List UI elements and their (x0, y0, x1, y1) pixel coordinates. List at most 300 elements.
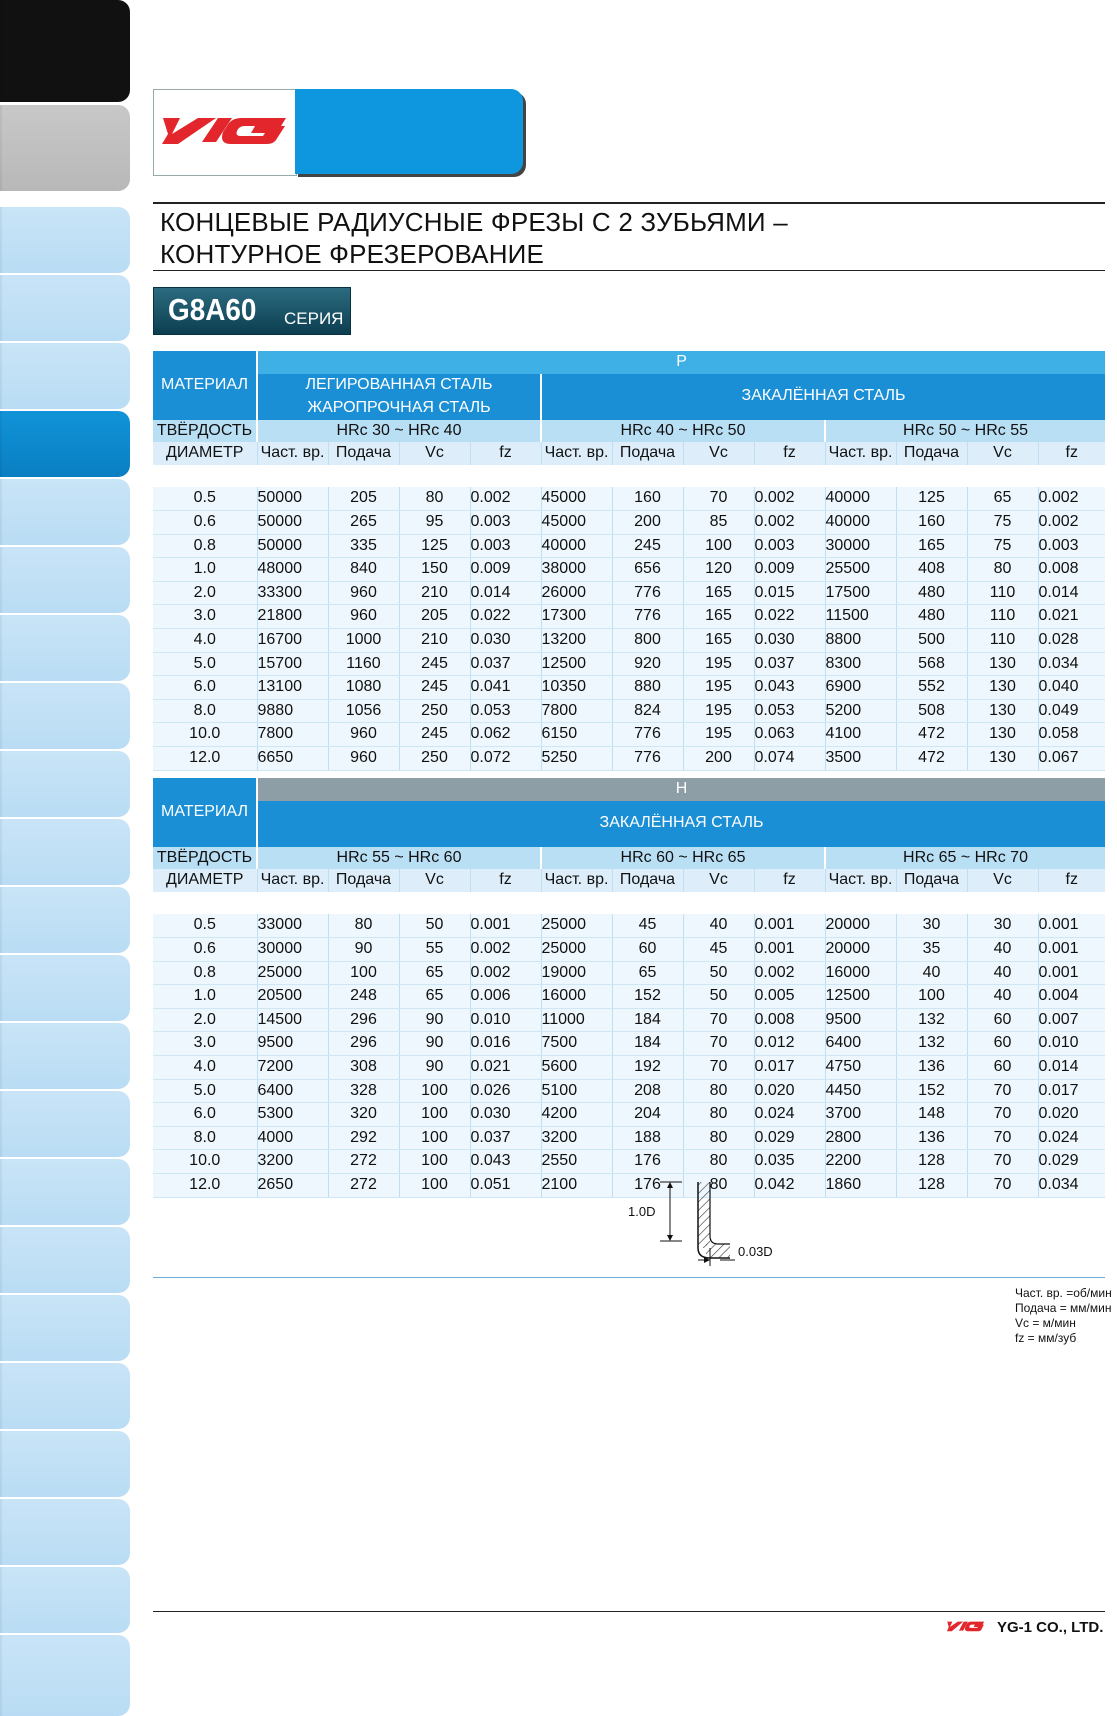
value-cell: 60 (612, 937, 683, 961)
value-cell: 3500 (825, 746, 896, 770)
value-cell: 195 (683, 699, 754, 723)
side-tab-21[interactable] (0, 1567, 130, 1633)
value-cell: 90 (399, 1055, 470, 1079)
value-cell: 0.002 (754, 961, 825, 985)
value-cell: 5200 (825, 699, 896, 723)
value-cell: 188 (612, 1126, 683, 1150)
value-cell: 0.017 (754, 1055, 825, 1079)
value-cell: 15700 (257, 652, 328, 676)
value-cell: 3200 (541, 1126, 612, 1150)
hardness-range-2: HRc 40 ~ HRc 50 (541, 420, 825, 443)
col-fz: fz (1038, 442, 1105, 465)
col-rpm: Част. вр. (541, 442, 612, 465)
value-cell: 0.037 (470, 1126, 541, 1150)
value-cell: 4200 (541, 1103, 612, 1127)
side-tab-16[interactable] (0, 1227, 130, 1293)
value-cell: 136 (896, 1055, 967, 1079)
value-cell: 195 (683, 676, 754, 700)
value-cell: 20000 (825, 914, 896, 937)
value-cell: 960 (328, 723, 399, 747)
yg-footer-logo-icon (940, 1618, 992, 1636)
col-feed: Подача (612, 442, 683, 465)
diameter-cell: 10.0 (153, 1150, 257, 1174)
side-tab-gray (0, 105, 130, 191)
value-cell: 70 (683, 1032, 754, 1056)
value-cell: 0.035 (754, 1150, 825, 1174)
value-cell: 80 (967, 558, 1038, 582)
value-cell: 26000 (541, 581, 612, 605)
table-row (153, 510, 1105, 534)
side-tab-18[interactable] (0, 1363, 130, 1429)
value-cell: 35 (896, 937, 967, 961)
unit-rpm: Част. вр. =об/мин (1015, 1286, 1112, 1300)
value-cell: 0.001 (754, 914, 825, 937)
value-cell: 308 (328, 1055, 399, 1079)
group-h: H (257, 778, 1105, 801)
value-cell: 100 (896, 985, 967, 1009)
value-cell: 0.022 (754, 605, 825, 629)
value-cell: 8300 (825, 652, 896, 676)
value-cell: 11000 (541, 1008, 612, 1032)
diameter-cell: 2.0 (153, 581, 257, 605)
value-cell: 6900 (825, 676, 896, 700)
diameter-cell: 0.5 (153, 914, 257, 937)
value-cell: 40000 (825, 510, 896, 534)
value-cell: 80 (683, 1103, 754, 1127)
side-tab-19[interactable] (0, 1431, 130, 1497)
value-cell: 50000 (257, 534, 328, 558)
value-cell: 130 (967, 723, 1038, 747)
col-vc: Vc (683, 869, 754, 892)
diameter-cell: 8.0 (153, 1126, 257, 1150)
title-rule-top (153, 202, 1105, 204)
value-cell: 0.008 (754, 1008, 825, 1032)
value-cell: 824 (612, 699, 683, 723)
value-cell: 0.029 (1038, 1150, 1105, 1174)
side-tab-13[interactable] (0, 1023, 130, 1089)
value-cell: 95 (399, 510, 470, 534)
col-rpm: Част. вр. (825, 442, 896, 465)
value-cell: 48000 (257, 558, 328, 582)
value-cell: 195 (683, 652, 754, 676)
material-alloy-line1: ЛЕГИРОВАННАЯ СТАЛЬ (305, 376, 493, 393)
value-cell: 0.002 (754, 510, 825, 534)
value-cell: 70 (967, 1103, 1038, 1127)
value-cell: 70 (683, 487, 754, 510)
side-tab-6[interactable] (0, 547, 130, 613)
value-cell: 6400 (825, 1032, 896, 1056)
value-cell: 160 (896, 510, 967, 534)
table-row (153, 699, 1105, 723)
col-fz: fz (754, 869, 825, 892)
material-label: МАТЕРИАЛ (153, 351, 257, 420)
value-cell: 12500 (825, 985, 896, 1009)
value-cell: 204 (612, 1103, 683, 1127)
diameter-cell: 1.0 (153, 558, 257, 582)
value-cell: 100 (399, 1103, 470, 1127)
table-row (153, 1008, 1105, 1032)
diameter-cell: 6.0 (153, 676, 257, 700)
value-cell: 0.014 (1038, 581, 1105, 605)
value-cell: 5300 (257, 1103, 328, 1127)
value-cell: 0.020 (1038, 1103, 1105, 1127)
value-cell: 245 (399, 652, 470, 676)
value-cell: 6650 (257, 746, 328, 770)
value-cell: 110 (967, 581, 1038, 605)
hardness-range-2: HRc 60 ~ HRc 65 (541, 847, 825, 870)
value-cell: 21800 (257, 605, 328, 629)
diameter-cell: 12.0 (153, 746, 257, 770)
value-cell: 20500 (257, 985, 328, 1009)
table-row (153, 534, 1105, 558)
value-cell: 60 (967, 1008, 1038, 1032)
value-cell: 4450 (825, 1079, 896, 1103)
value-cell: 0.001 (1038, 914, 1105, 937)
value-cell: 0.030 (754, 628, 825, 652)
material-alloy-line2: ЖАРОПРОЧНАЯ СТАЛЬ (307, 398, 491, 416)
value-cell: 6150 (541, 723, 612, 747)
value-cell: 0.067 (1038, 746, 1105, 770)
unit-feed: Подача = мм/мин (1015, 1301, 1112, 1315)
value-cell: 80 (399, 487, 470, 510)
value-cell: 296 (328, 1008, 399, 1032)
diameter-cell: 5.0 (153, 652, 257, 676)
value-cell: 840 (328, 558, 399, 582)
value-cell: 165 (683, 581, 754, 605)
hardness-range-1: HRc 55 ~ HRc 60 (257, 847, 541, 870)
value-cell: 0.026 (470, 1079, 541, 1103)
value-cell: 776 (612, 581, 683, 605)
value-cell: 110 (967, 605, 1038, 629)
value-cell: 11500 (825, 605, 896, 629)
width-label: 0.03D (738, 1244, 773, 1259)
value-cell: 2550 (541, 1150, 612, 1174)
side-tab-7[interactable] (0, 615, 130, 681)
value-cell: 880 (612, 676, 683, 700)
value-cell: 40 (967, 937, 1038, 961)
value-cell: 13200 (541, 628, 612, 652)
value-cell: 2800 (825, 1126, 896, 1150)
value-cell: 80 (328, 914, 399, 937)
table-row (153, 746, 1105, 770)
value-cell: 165 (683, 605, 754, 629)
value-cell: 0.028 (1038, 628, 1105, 652)
value-cell: 1160 (328, 652, 399, 676)
value-cell: 0.072 (470, 746, 541, 770)
depth-label: 1.0D (628, 1204, 656, 1219)
value-cell: 0.063 (754, 723, 825, 747)
side-tab-17[interactable] (0, 1295, 130, 1361)
side-tab-15[interactable] (0, 1159, 130, 1225)
col-rpm: Част. вр. (257, 869, 328, 892)
value-cell: 2100 (541, 1173, 612, 1197)
value-cell: 30 (896, 914, 967, 937)
value-cell: 7200 (257, 1055, 328, 1079)
value-cell: 55 (399, 937, 470, 961)
value-cell: 0.007 (1038, 1008, 1105, 1032)
value-cell: 2200 (825, 1150, 896, 1174)
value-cell: 776 (612, 605, 683, 629)
value-cell: 33000 (257, 914, 328, 937)
value-cell: 4000 (257, 1126, 328, 1150)
value-cell: 0.010 (1038, 1032, 1105, 1056)
col-rpm: Част. вр. (825, 869, 896, 892)
value-cell: 9500 (257, 1032, 328, 1056)
value-cell: 0.040 (1038, 676, 1105, 700)
page-title-line2: КОНТУРНОЕ ФРЕЗЕРОВАНИЕ (160, 239, 545, 269)
side-tab-9[interactable] (0, 751, 130, 817)
material-hardened-steel: ЗАКАЛЁННАЯ СТАЛЬ (541, 374, 1105, 420)
col-vc: Vc (399, 442, 470, 465)
value-cell: 8800 (825, 628, 896, 652)
series-code: G8A60 (168, 292, 257, 327)
value-cell: 656 (612, 558, 683, 582)
value-cell: 184 (612, 1008, 683, 1032)
value-cell: 0.005 (754, 985, 825, 1009)
hardness-range-1: HRc 30 ~ HRc 40 (257, 420, 541, 443)
value-cell: 60 (967, 1055, 1038, 1079)
value-cell: 0.014 (470, 581, 541, 605)
value-cell: 272 (328, 1150, 399, 1174)
side-tab-11[interactable] (0, 887, 130, 953)
value-cell: 45000 (541, 510, 612, 534)
value-cell: 7800 (257, 723, 328, 747)
side-tab-12[interactable] (0, 955, 130, 1021)
value-cell: 132 (896, 1008, 967, 1032)
table-row (153, 628, 1105, 652)
col-feed: Подача (328, 442, 399, 465)
value-cell: 296 (328, 1032, 399, 1056)
value-cell: 25500 (825, 558, 896, 582)
value-cell: 70 (967, 1126, 1038, 1150)
header-bar (295, 89, 523, 174)
value-cell: 320 (328, 1103, 399, 1127)
value-cell: 0.002 (1038, 510, 1105, 534)
value-cell: 25000 (541, 914, 612, 937)
col-fz: fz (470, 442, 541, 465)
value-cell: 195 (683, 723, 754, 747)
value-cell: 65 (399, 985, 470, 1009)
value-cell: 0.042 (754, 1173, 825, 1197)
value-cell: 25000 (541, 937, 612, 961)
value-cell: 0.024 (754, 1103, 825, 1127)
value-cell: 0.003 (754, 534, 825, 558)
col-feed: Подача (896, 869, 967, 892)
value-cell: 70 (967, 1079, 1038, 1103)
value-cell: 90 (328, 937, 399, 961)
value-cell: 0.062 (470, 723, 541, 747)
value-cell: 250 (399, 746, 470, 770)
value-cell: 0.021 (1038, 605, 1105, 629)
col-feed: Подача (612, 869, 683, 892)
value-cell: 0.016 (470, 1032, 541, 1056)
value-cell: 0.002 (1038, 487, 1105, 510)
value-cell: 292 (328, 1126, 399, 1150)
value-cell: 7500 (541, 1032, 612, 1056)
value-cell: 1000 (328, 628, 399, 652)
value-cell: 0.043 (754, 676, 825, 700)
value-cell: 0.022 (470, 605, 541, 629)
value-cell: 10350 (541, 676, 612, 700)
value-cell: 0.037 (754, 652, 825, 676)
side-tab-3[interactable] (0, 343, 130, 409)
table-row (153, 937, 1105, 961)
value-cell: 4750 (825, 1055, 896, 1079)
value-cell: 0.002 (470, 487, 541, 510)
value-cell: 38000 (541, 558, 612, 582)
value-cell: 500 (896, 628, 967, 652)
value-cell: 90 (399, 1008, 470, 1032)
diameter-cell: 0.8 (153, 961, 257, 985)
value-cell: 0.030 (470, 1103, 541, 1127)
value-cell: 272 (328, 1173, 399, 1197)
value-cell: 205 (399, 605, 470, 629)
value-cell: 16700 (257, 628, 328, 652)
value-cell: 176 (612, 1150, 683, 1174)
value-cell: 0.017 (1038, 1079, 1105, 1103)
diameter-cell: 5.0 (153, 1079, 257, 1103)
value-cell: 0.021 (470, 1055, 541, 1079)
table-row (153, 723, 1105, 747)
col-rpm: Част. вр. (541, 869, 612, 892)
value-cell: 5600 (541, 1055, 612, 1079)
side-tab-active[interactable] (0, 411, 130, 477)
value-cell: 0.034 (1038, 652, 1105, 676)
value-cell: 1080 (328, 676, 399, 700)
value-cell: 265 (328, 510, 399, 534)
value-cell: 65 (967, 487, 1038, 510)
title-rule-bottom (153, 270, 1105, 271)
value-cell: 0.012 (754, 1032, 825, 1056)
value-cell: 0.003 (470, 534, 541, 558)
value-cell: 0.002 (470, 937, 541, 961)
value-cell: 0.074 (754, 746, 825, 770)
value-cell: 4100 (825, 723, 896, 747)
hardness-range-3: HRc 65 ~ HRc 70 (825, 847, 1105, 870)
value-cell: 125 (896, 487, 967, 510)
value-cell: 50 (683, 985, 754, 1009)
value-cell: 200 (683, 746, 754, 770)
side-tab-2[interactable] (0, 275, 130, 341)
diameter-cell: 1.0 (153, 985, 257, 1009)
cutting-data-table-h (153, 778, 1105, 1198)
value-cell: 328 (328, 1079, 399, 1103)
value-cell: 148 (896, 1103, 967, 1127)
col-fz: fz (1038, 869, 1105, 892)
value-cell: 184 (612, 1032, 683, 1056)
value-cell: 0.051 (470, 1173, 541, 1197)
yg-logo-icon (158, 100, 293, 160)
value-cell: 960 (328, 581, 399, 605)
side-tab-10[interactable] (0, 819, 130, 885)
side-tab-8[interactable] (0, 683, 130, 749)
value-cell: 165 (896, 534, 967, 558)
value-cell: 0.030 (470, 628, 541, 652)
value-cell: 0.006 (470, 985, 541, 1009)
value-cell: 210 (399, 581, 470, 605)
series-word: СЕРИЯ (284, 309, 344, 328)
side-tab-20[interactable] (0, 1499, 130, 1565)
value-cell: 245 (399, 676, 470, 700)
value-cell: 800 (612, 628, 683, 652)
footer-company: YG-1 CO., LTD. (997, 1619, 1104, 1636)
value-cell: 208 (612, 1079, 683, 1103)
value-cell: 776 (612, 746, 683, 770)
value-cell: 90 (399, 1032, 470, 1056)
value-cell: 70 (967, 1173, 1038, 1197)
value-cell: 136 (896, 1126, 967, 1150)
side-tab-1[interactable] (0, 207, 130, 273)
value-cell: 13100 (257, 676, 328, 700)
value-cell: 0.014 (1038, 1055, 1105, 1079)
table-row (153, 1103, 1105, 1127)
value-cell: 0.034 (1038, 1173, 1105, 1197)
value-cell: 0.010 (470, 1008, 541, 1032)
value-cell: 0.020 (754, 1079, 825, 1103)
table-row (153, 1055, 1105, 1079)
side-tab-14[interactable] (0, 1091, 130, 1157)
value-cell: 472 (896, 723, 967, 747)
value-cell: 0.003 (1038, 534, 1105, 558)
diameter-cell: 2.0 (153, 1008, 257, 1032)
value-cell: 245 (399, 723, 470, 747)
value-cell: 132 (896, 1032, 967, 1056)
side-tab-5[interactable] (0, 479, 130, 545)
table-spacer (153, 892, 1105, 915)
table-row (153, 914, 1105, 937)
material-label: МАТЕРИАЛ (153, 778, 257, 847)
col-feed: Подача (896, 442, 967, 465)
value-cell: 12500 (541, 652, 612, 676)
value-cell: 245 (612, 534, 683, 558)
units-legend (1015, 1286, 1112, 1346)
value-cell: 568 (896, 652, 967, 676)
value-cell: 130 (967, 746, 1038, 770)
hardness-label: ТВЁРДОСТЬ (153, 847, 257, 870)
table-row (153, 985, 1105, 1009)
page-title (160, 206, 788, 270)
diameter-label: ДИАМЕТР (153, 869, 257, 892)
value-cell: 50 (399, 914, 470, 937)
value-cell: 17300 (541, 605, 612, 629)
value-cell: 0.058 (1038, 723, 1105, 747)
value-cell: 100 (399, 1126, 470, 1150)
value-cell: 100 (328, 961, 399, 985)
value-cell: 0.004 (1038, 985, 1105, 1009)
value-cell: 80 (683, 1150, 754, 1174)
value-cell: 0.003 (470, 510, 541, 534)
value-cell: 70 (683, 1055, 754, 1079)
value-cell: 2650 (257, 1173, 328, 1197)
table-row (153, 652, 1105, 676)
value-cell: 250 (399, 699, 470, 723)
col-vc: Vc (399, 869, 470, 892)
value-cell: 16000 (825, 961, 896, 985)
cutting-data-table-p (153, 351, 1105, 771)
table-spacer (153, 465, 1105, 488)
value-cell: 40 (896, 961, 967, 985)
value-cell: 80 (683, 1126, 754, 1150)
diameter-cell: 4.0 (153, 628, 257, 652)
value-cell: 165 (683, 628, 754, 652)
value-cell: 248 (328, 985, 399, 1009)
value-cell: 9500 (825, 1008, 896, 1032)
side-tab-22[interactable] (0, 1635, 130, 1716)
value-cell: 5250 (541, 746, 612, 770)
value-cell: 30000 (257, 937, 328, 961)
table-row (153, 1032, 1105, 1056)
value-cell: 508 (896, 699, 967, 723)
